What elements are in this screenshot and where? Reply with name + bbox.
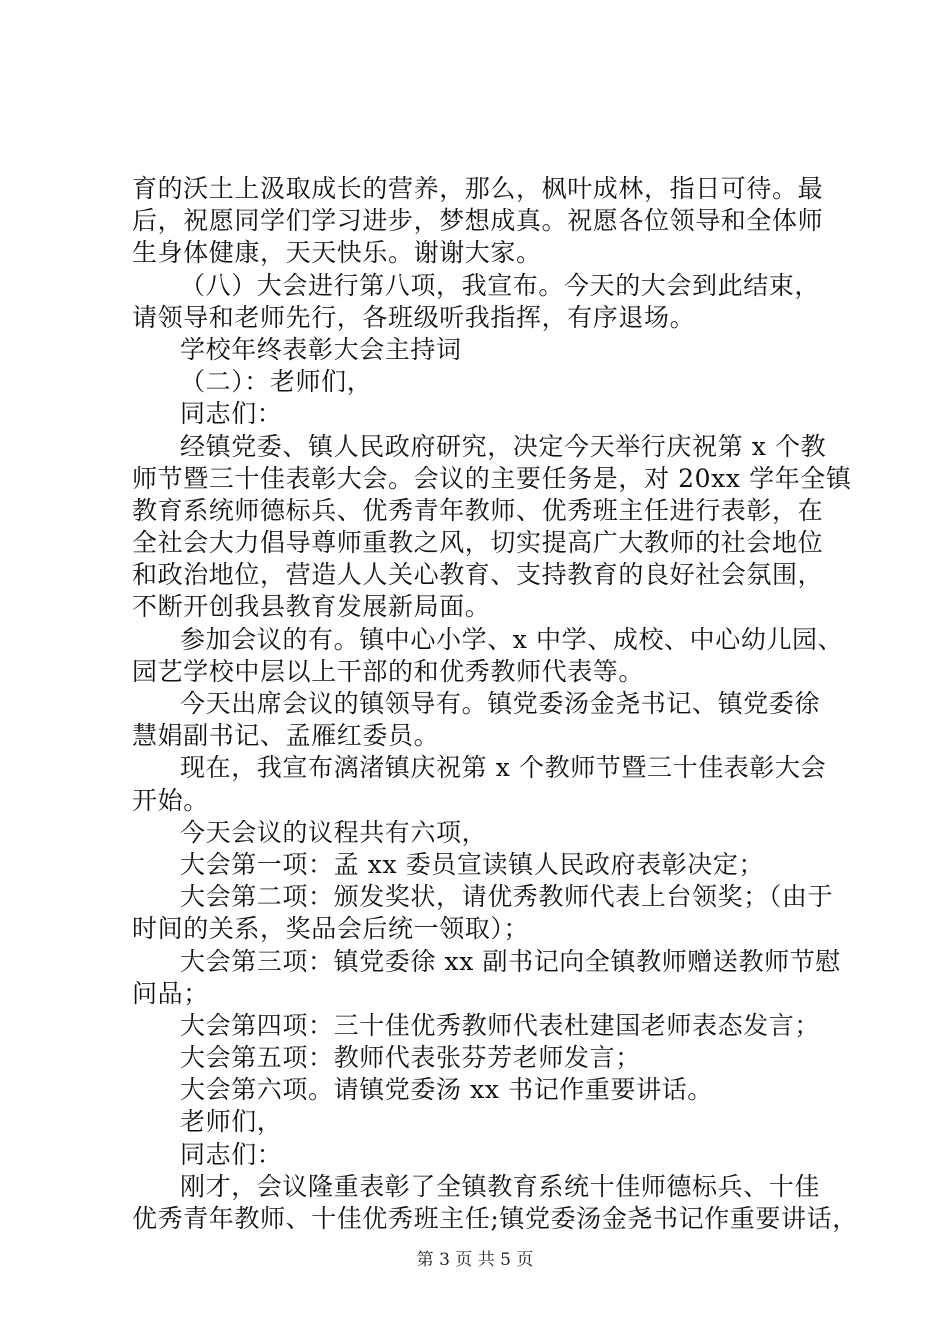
text-line: 大会第五项：教师代表张芬芳老师发言； xyxy=(180,1043,641,1073)
text-line: 生身体健康，天天快乐。谢谢大家。 xyxy=(132,238,542,268)
text-line: （二）：老师们， xyxy=(180,367,373,397)
text-line: 大会第三项：镇党委徐 xx 副书记向全镇教师赠送教师节慰 xyxy=(180,946,841,976)
text-line: 慧娟副书记、孟雁红委员。 xyxy=(132,721,440,751)
text-line: 同志们： xyxy=(180,399,283,429)
text-line: 优秀青年教师、十佳优秀班主任;镇党委汤金尧书记作重要讲话， xyxy=(132,1204,858,1233)
text-line: 开始。 xyxy=(132,785,209,815)
text-line: 园艺学校中层以上干部的和优秀教师代表等。 xyxy=(132,656,645,686)
text-line: 同志们： xyxy=(180,1139,283,1169)
text-line: 后，祝愿同学们学习进步，梦想成真。祝愿各位领导和全体师 xyxy=(132,206,824,236)
text-line: 问品； xyxy=(132,978,209,1008)
text-line: 大会第四项：三十佳优秀教师代表杜建国老师表态发言； xyxy=(180,1010,821,1040)
text-line: 和政治地位，营造人人关心教育、支持教育的良好社会氛围， xyxy=(132,560,824,590)
page-number-footer: 第 3 页 共 5 页 xyxy=(416,1250,534,1270)
text-line: 今天会议的议程共有六项， xyxy=(180,817,488,847)
text-line: 时间的关系，奖品会后统一领取）； xyxy=(132,914,530,944)
text-line: 学校年终表彰大会主持词 xyxy=(180,334,462,364)
text-line: 刚才，会议隆重表彰了全镇教育系统十佳师德标兵、十佳 xyxy=(180,1171,821,1201)
text-line: 师节暨三十佳表彰大会。会议的主要任务是，对 20xx 学年全镇 xyxy=(132,463,852,493)
text-line: 经镇党委、镇人民政府研究，决定今天举行庆祝第 x 个教 xyxy=(180,431,827,461)
text-line: 参加会议的有。镇中心小学、x 中学、成校、中心幼儿园、 xyxy=(180,624,844,654)
text-line: （八）大会进行第八项，我宣布。今天的大会到此结束， xyxy=(180,270,821,300)
text-line: 大会第一项：孟 xx 委员宣读镇人民政府表彰决定； xyxy=(180,849,765,879)
text-line: 今天出席会议的镇领导有。镇党委汤金尧书记、镇党委徐 xyxy=(180,689,821,718)
document-body xyxy=(132,173,858,1235)
text-line: 大会第六项。请镇党委汤 xx 书记作重要讲话。 xyxy=(180,1075,713,1105)
text-line: 育的沃土上汲取成长的营养，那么，枫叶成林，指日可待。最 xyxy=(132,174,824,203)
text-line: 现在，我宣布漓渚镇庆祝第 x 个教师节暨三十佳表彰大会 xyxy=(180,753,827,783)
text-line: 全社会大力倡导尊师重教之风，切实提高广大教师的社会地位 xyxy=(132,528,824,558)
text-line: 不断开创我县教育发展新局面。 xyxy=(132,592,491,622)
text-line: 老师们， xyxy=(180,1107,283,1137)
text-line: 请领导和老师先行，各班级听我指挥，有序退场。 xyxy=(132,302,696,332)
text-line: 大会第二项：颁发奖状，请优秀教师代表上台领奖；（由于 xyxy=(180,882,834,912)
text-line: 教育系统师德标兵、优秀青年教师、优秀班主任进行表彰，在 xyxy=(132,495,824,525)
